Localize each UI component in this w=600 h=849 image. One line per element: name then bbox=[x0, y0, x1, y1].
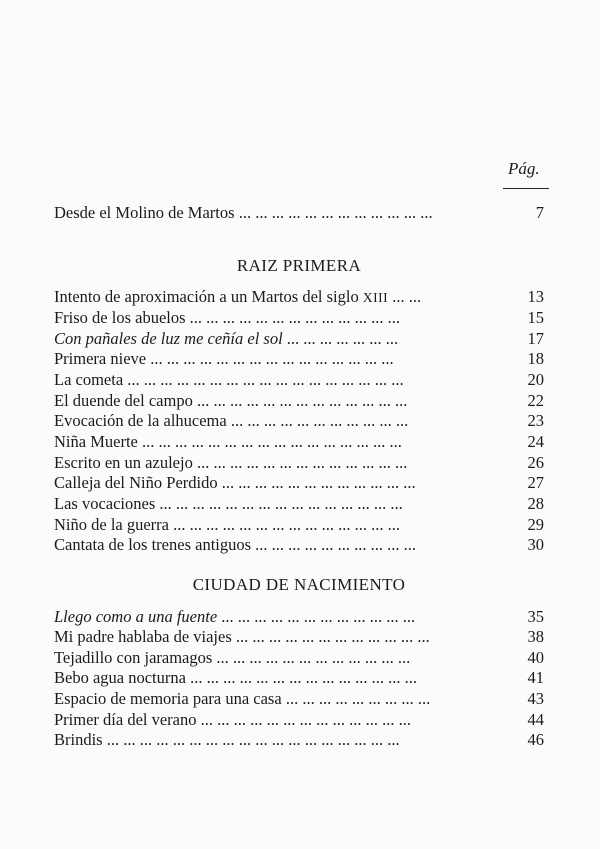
toc-entry-title: Friso de los abuelos ... ... ... ... ... ... ... ... ... ... ... ... ... bbox=[54, 308, 401, 327]
leader-dots: ... ... ... ... ... ... ... ... ... ... ... ... bbox=[234, 203, 433, 222]
toc-entry-title: Primer día del verano ... ... ... ... ... ... ... ... ... ... ... ... ... bbox=[54, 710, 411, 729]
toc-entry-title: Bebo agua nocturna ... ... ... ... ... ... ... ... ... ... ... ... ... ... bbox=[54, 668, 417, 687]
toc-entry-page: 24 bbox=[527, 432, 544, 451]
leader-dots: ... ... ... ... ... ... ... ... ... ... ... ... ... ... ... ... ... ... bbox=[102, 730, 400, 749]
toc-entry[interactable] bbox=[54, 472, 544, 494]
leader-dots: ... ... ... ... ... ... ... ... ... ... ... bbox=[226, 411, 409, 430]
toc-entry-page: 18 bbox=[527, 349, 544, 368]
toc-entry-title: Las vocaciones ... ... ... ... ... ... ... ... ... ... ... ... ... ... ... bbox=[54, 494, 403, 513]
toc-entry-page: 35 bbox=[527, 607, 544, 626]
toc-entry-page: 30 bbox=[527, 535, 544, 554]
toc-entry-page: 44 bbox=[527, 710, 544, 729]
leader-dots: ... ... ... ... ... ... ... ... ... ... ... ... ... ... bbox=[169, 515, 400, 534]
toc-entry-page: 46 bbox=[527, 730, 544, 749]
toc-entry-page: 23 bbox=[527, 411, 544, 430]
section-heading-ciudad-de-nacimiento: CIUDAD DE NACIMIENTO bbox=[192, 575, 406, 594]
leader-dots: ... ... ... ... ... ... ... ... ... ... ... ... bbox=[212, 648, 411, 667]
toc-entry-page: 40 bbox=[527, 648, 544, 667]
leader-dots: ... ... ... ... ... ... ... ... ... ... ... ... ... bbox=[185, 308, 401, 327]
toc-entry-title: Evocación de la alhucema ... ... ... ... ... ... ... ... ... ... ... bbox=[54, 411, 409, 430]
leader-dots: ... ... ... ... ... ... ... ... ... ... ... ... ... ... ... bbox=[155, 494, 403, 513]
toc-entry-page: 13 bbox=[527, 287, 544, 306]
leader-dots: ... ... ... ... ... ... ... ... ... ... ... ... ... bbox=[192, 453, 408, 472]
section-heading-raiz-primera: RAIZ PRIMERA bbox=[236, 256, 362, 275]
leader-dots: ... ... ... ... ... ... ... ... ... ... ... ... ... ... ... ... bbox=[137, 432, 402, 451]
toc-entry-title: Cantata de los trenes antiguos ... ... ... ... ... ... ... ... ... ... bbox=[54, 535, 417, 554]
toc-entry[interactable] bbox=[54, 688, 544, 710]
toc-entry[interactable] bbox=[54, 307, 544, 329]
leader-dots: ... ... ... ... ... ... ... bbox=[282, 329, 399, 348]
toc-entry-title: Llego como a una fuente ... ... ... ... ... ... ... ... ... ... ... ... bbox=[54, 607, 416, 626]
toc-entry-page: 29 bbox=[527, 515, 544, 534]
toc-entry-page: 28 bbox=[527, 494, 544, 513]
leader-dots: ... ... ... ... ... ... ... ... ... ... ... ... bbox=[217, 607, 416, 626]
toc-entry-title: Niño de la guerra ... ... ... ... ... ... ... ... ... ... ... ... ... ... bbox=[54, 515, 400, 534]
toc-entry-title: Niña Muerte ... ... ... ... ... ... ... ... ... ... ... ... ... ... ... ... bbox=[54, 432, 402, 451]
toc-entry-page: 7 bbox=[535, 203, 544, 222]
toc-entry-title: El duende del campo ... ... ... ... ... ... ... ... ... ... ... ... ... bbox=[54, 391, 408, 410]
toc-entry-title: Desde el Molino de Martos ... ... ... ... ... ... ... ... ... ... ... ... bbox=[54, 203, 433, 222]
toc-entry-title: Tejadillo con jaramagos ... ... ... ... ... ... ... ... ... ... ... ... bbox=[54, 648, 411, 667]
toc-entry[interactable] bbox=[54, 348, 544, 370]
toc-entry-title: Mi padre hablaba de viajes ... ... ... ... ... ... ... ... ... ... ... ... bbox=[54, 627, 430, 646]
toc-entry[interactable] bbox=[54, 286, 544, 308]
toc-entry-page: 41 bbox=[527, 668, 544, 687]
toc-entry-title: Brindis ... ... ... ... ... ... ... ... ... ... ... ... ... ... ... ... ... ... bbox=[54, 730, 400, 749]
leader-dots: ... ... ... ... ... ... ... ... ... ... ... ... ... ... ... bbox=[146, 349, 394, 368]
leader-dots: ... ... ... ... ... ... ... ... ... ... ... ... bbox=[231, 627, 430, 646]
toc-entry[interactable] bbox=[54, 431, 544, 453]
toc-entry-title: Escrito en un azulejo ... ... ... ... ... ... ... ... ... ... ... ... ... bbox=[54, 453, 408, 472]
leader-dots: ... ... ... ... ... ... ... ... ... ... ... ... ... ... bbox=[185, 668, 417, 687]
toc-entry-page: 38 bbox=[527, 627, 544, 646]
toc-entry[interactable] bbox=[54, 709, 544, 731]
leader-dots: ... ... ... ... ... ... ... ... ... bbox=[281, 689, 431, 708]
toc-entry[interactable] bbox=[54, 452, 544, 474]
toc-entry[interactable] bbox=[54, 534, 544, 556]
toc-entry-title: Intento de aproximación a un Martos del siglo XIII ... ... bbox=[54, 287, 422, 306]
toc-entry-title: Primera nieve ... ... ... ... ... ... ... ... ... ... ... ... ... ... ... bbox=[54, 349, 394, 368]
toc-entry[interactable] bbox=[54, 390, 544, 412]
page-column-label: Pág. bbox=[508, 159, 540, 178]
toc-entry-title: Calleja del Niño Perdido ... ... ... ... ... ... ... ... ... ... ... ... bbox=[54, 473, 416, 492]
leader-dots: ... ... bbox=[388, 287, 422, 306]
toc-entry-page: 15 bbox=[527, 308, 544, 327]
header-rule bbox=[503, 188, 549, 189]
toc-entry-page: 43 bbox=[527, 689, 544, 708]
toc-entry[interactable] bbox=[54, 606, 544, 628]
toc-entry-page: 27 bbox=[527, 473, 544, 492]
leader-dots: ... ... ... ... ... ... ... ... ... ... ... ... ... ... ... ... ... bbox=[123, 370, 404, 389]
toc-entry[interactable] bbox=[54, 729, 544, 751]
toc-entry-page: 22 bbox=[527, 391, 544, 410]
leader-dots: ... ... ... ... ... ... ... ... ... ... ... ... ... bbox=[196, 710, 411, 729]
toc-entry-page: 26 bbox=[527, 453, 544, 472]
toc-entry-page: 20 bbox=[527, 370, 544, 389]
toc-entry-title: La cometa ... ... ... ... ... ... ... ... ... ... ... ... ... ... ... ... ... bbox=[54, 370, 404, 389]
toc-entry[interactable] bbox=[54, 493, 544, 515]
toc-entry[interactable] bbox=[54, 667, 544, 689]
toc-entry-intro[interactable] bbox=[54, 202, 544, 224]
toc-entry[interactable] bbox=[54, 410, 544, 432]
toc-entry-title: Con pañales de luz me ceñía el sol ... ... ... ... ... ... ... bbox=[54, 329, 399, 348]
toc-entry[interactable] bbox=[54, 369, 544, 391]
toc-entry[interactable] bbox=[54, 626, 544, 648]
toc-entry[interactable] bbox=[54, 647, 544, 669]
leader-dots: ... ... ... ... ... ... ... ... ... ... bbox=[251, 535, 417, 554]
toc-entry[interactable] bbox=[54, 328, 544, 350]
toc-entry-title: Espacio de memoria para una casa ... ... ... ... ... ... ... ... ... bbox=[54, 689, 431, 708]
leader-dots: ... ... ... ... ... ... ... ... ... ... ... ... ... bbox=[192, 391, 408, 410]
leader-dots: ... ... ... ... ... ... ... ... ... ... ... ... bbox=[217, 473, 416, 492]
toc-entry[interactable] bbox=[54, 514, 544, 536]
toc-entry-page: 17 bbox=[527, 329, 544, 348]
